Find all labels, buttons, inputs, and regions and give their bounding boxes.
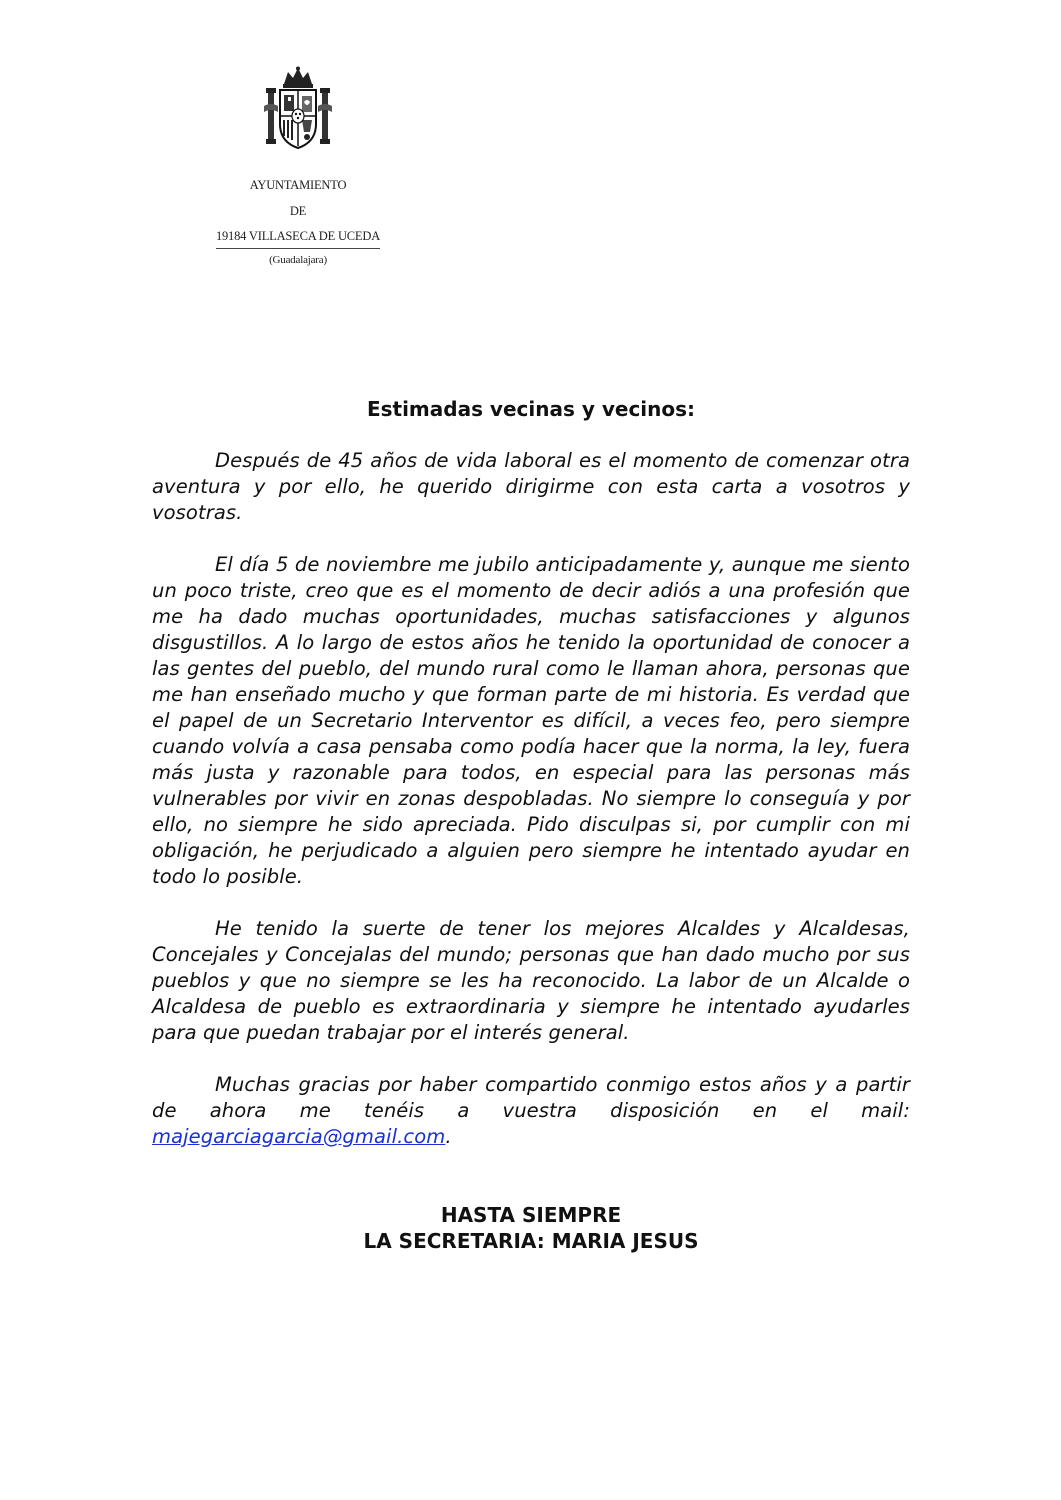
letter-closing — [152, 1202, 910, 1254]
letter-paragraph-4-period: . — [445, 1125, 452, 1148]
municipality-header — [200, 172, 396, 271]
email-link[interactable]: majegarciagarcia@gmail.com — [152, 1125, 446, 1148]
spanish-coat-of-arms-icon — [262, 66, 334, 152]
letter-body — [152, 396, 910, 1254]
closing-farewell: HASTA SIEMPRE — [440, 1203, 622, 1227]
municipality-line-4: (Guadalajara) — [269, 254, 327, 266]
letter-paragraph-3: He tenido la suerte de tener los mejores Alcaldes y Alcaldesas, Concejales y Concejalas del mundo; personas que han dado mucho por sus pueblos y que no siempre se les ha reconocido. La labor de un Alcalde o Alcaldesa de pueblo es extraordinaria y siempre he intentado ayudarles para que puedan trabajar por el interés general. — [152, 917, 910, 1044]
municipality-line-1: AYUNTAMIENTO — [249, 178, 347, 192]
letter-paragraph-4 — [152, 1072, 910, 1150]
municipality-line-3: 19184 VILLASECA DE UCEDA — [216, 226, 380, 249]
letter-paragraph-4-text: Muchas gracias por haber compartido conmigo estos años y a partir de ahora me tenéis a vuestra disposición en el mail: — [152, 1073, 910, 1122]
letter-greeting: Estimadas vecinas y vecinos: — [366, 397, 696, 421]
letter-paragraph-1: Después de 45 años de vida laboral es el momento de comenzar otra aventura y por ello, he querido dirigirme con esta carta a vosotros y vosotras. — [152, 449, 910, 524]
letter-paragraph-2: El día 5 de noviembre me jubilo anticipadamente y, aunque me siento un poco triste, creo que es el momento de decir adiós a una profesión que me ha dado muchas oportunidades, muchas satisfacciones y algunos disgustillos. A lo largo de estos años he tenido la oportunidad de conocer a las gentes del pueblo, del mundo rural como le llaman ahora, personas que me han enseñado mucho y que forman parte de mi historia. Es verdad que el papel de un Secretario Interventor es difícil, a veces feo, pero siempre cuando volvía a casa pensaba como podía hacer que la norma, la ley, fuera más justa y razonable para todos, en especial para las personas más vulnerables por vivir en zonas despobladas. No siempre lo conseguía y por ello, no siempre he sido apreciada. Pido disculpas si, por cumplir con mi obligación, he perjudicado a alguien pero siempre he intentado ayudar en todo lo posible. — [152, 553, 910, 888]
closing-signature: LA SECRETARIA: MARIA JESUS — [363, 1229, 699, 1253]
municipality-line-2: DE — [289, 204, 307, 218]
